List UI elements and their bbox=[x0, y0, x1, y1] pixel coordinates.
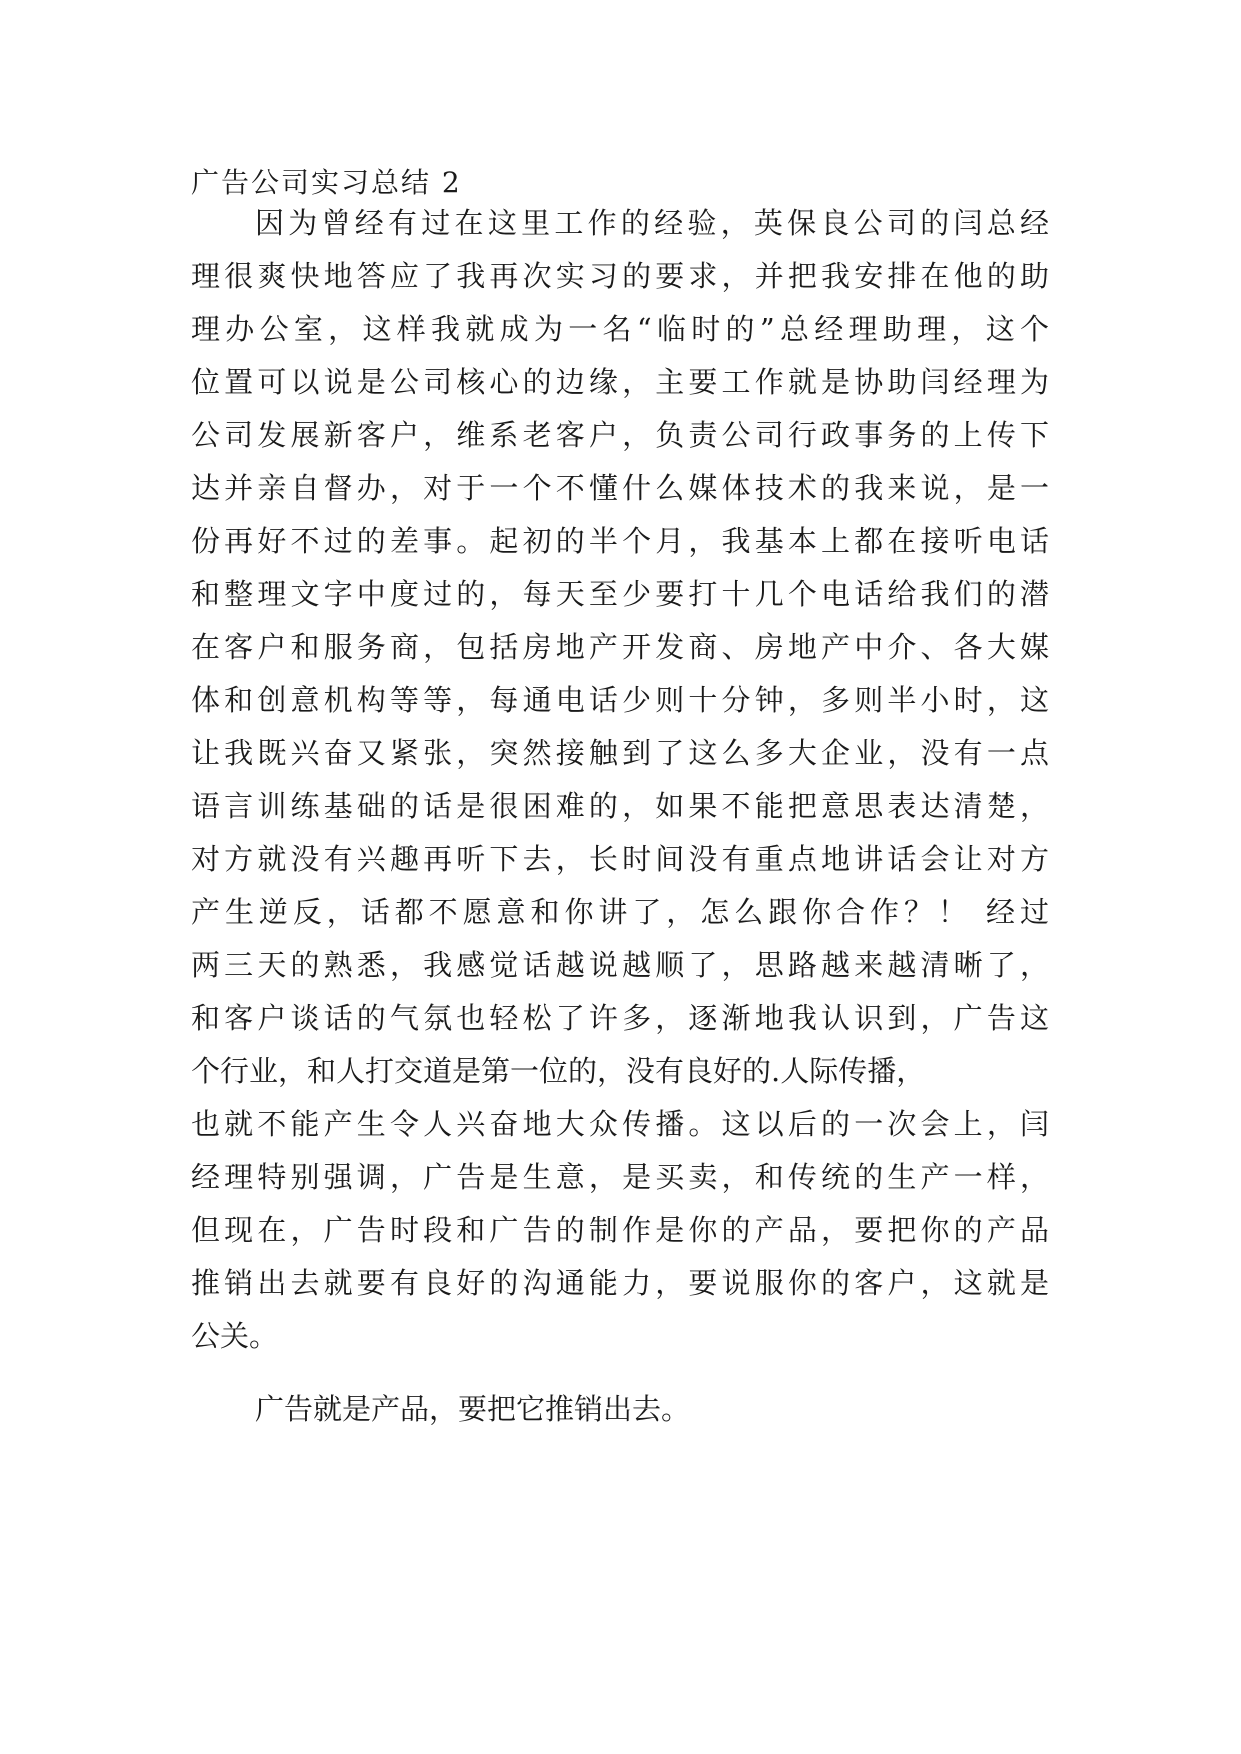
paragraph-line: 两三天的熟悉，我感觉话越说越顺了，思路越来越清晰了， bbox=[191, 948, 1049, 982]
paragraph-line: 语言训练基础的话是很困难的，如果不能把意思表达清楚， bbox=[191, 789, 1049, 823]
paragraph-line: 和客户谈话的气氛也轻松了许多，逐渐地我认识到，广告这 bbox=[191, 1001, 1049, 1035]
paragraph-line: 公司发展新客户，维系老客户，负责公司行政事务的上传下 bbox=[191, 418, 1049, 452]
paragraph-line: 位置可以说是公司核心的边缘，主要工作就是协助闫经理为 bbox=[191, 365, 1049, 399]
paragraph-line: 经理特别强调，广告是生意，是买卖，和传统的生产一样， bbox=[191, 1160, 1049, 1194]
paragraph-line: 理办公室，这样我就成为一名“临时的”总经理助理，这个 bbox=[191, 312, 1049, 346]
paragraph-line: 公关。 bbox=[191, 1319, 279, 1353]
paragraph-line: 但现在，广告时段和广告的制作是你的产品，要把你的产品 bbox=[191, 1213, 1049, 1247]
paragraph-line: 和整理文字中度过的，每天至少要打十几个电话给我们的潜 bbox=[191, 577, 1049, 611]
paragraph-line: 对方就没有兴趣再听下去，长时间没有重点地讲话会让对方 bbox=[191, 842, 1049, 876]
paragraph-line: 因为曾经有过在这里工作的经验，英保良公司的闫总经 bbox=[255, 206, 1049, 240]
paragraph-line: 体和创意机构等等，每通电话少则十分钟，多则半小时，这 bbox=[191, 683, 1049, 717]
paragraph-line: 达并亲自督办，对于一个不懂什么媒体技术的我来说，是一 bbox=[191, 471, 1049, 505]
paragraph-line: 也就不能产生令人兴奋地大众传播。这以后的一次会上，闫 bbox=[191, 1107, 1049, 1141]
paragraph-line: 广告就是产品，要把它推销出去。 bbox=[255, 1392, 691, 1426]
document-title: 广告公司实习总结 2 bbox=[191, 166, 462, 199]
paragraph-line: 个行业，和人打交道是第一位的，没有良好的.人际传播， bbox=[191, 1054, 926, 1088]
paragraph-line: 在客户和服务商，包括房地产开发商、房地产中介、各大媒 bbox=[191, 630, 1049, 664]
paragraph-line: 产生逆反，话都不愿意和你讲了，怎么跟你合作？！ 经过 bbox=[191, 895, 1049, 929]
paragraph-line: 让我既兴奋又紧张，突然接触到了这么多大企业，没有一点 bbox=[191, 736, 1049, 770]
paragraph-line: 理很爽快地答应了我再次实习的要求，并把我安排在他的助 bbox=[191, 259, 1049, 293]
paragraph-line: 份再好不过的差事。起初的半个月，我基本上都在接听电话 bbox=[191, 524, 1049, 558]
paragraph-line: 推销出去就要有良好的沟通能力，要说服你的客户，这就是 bbox=[191, 1266, 1049, 1300]
